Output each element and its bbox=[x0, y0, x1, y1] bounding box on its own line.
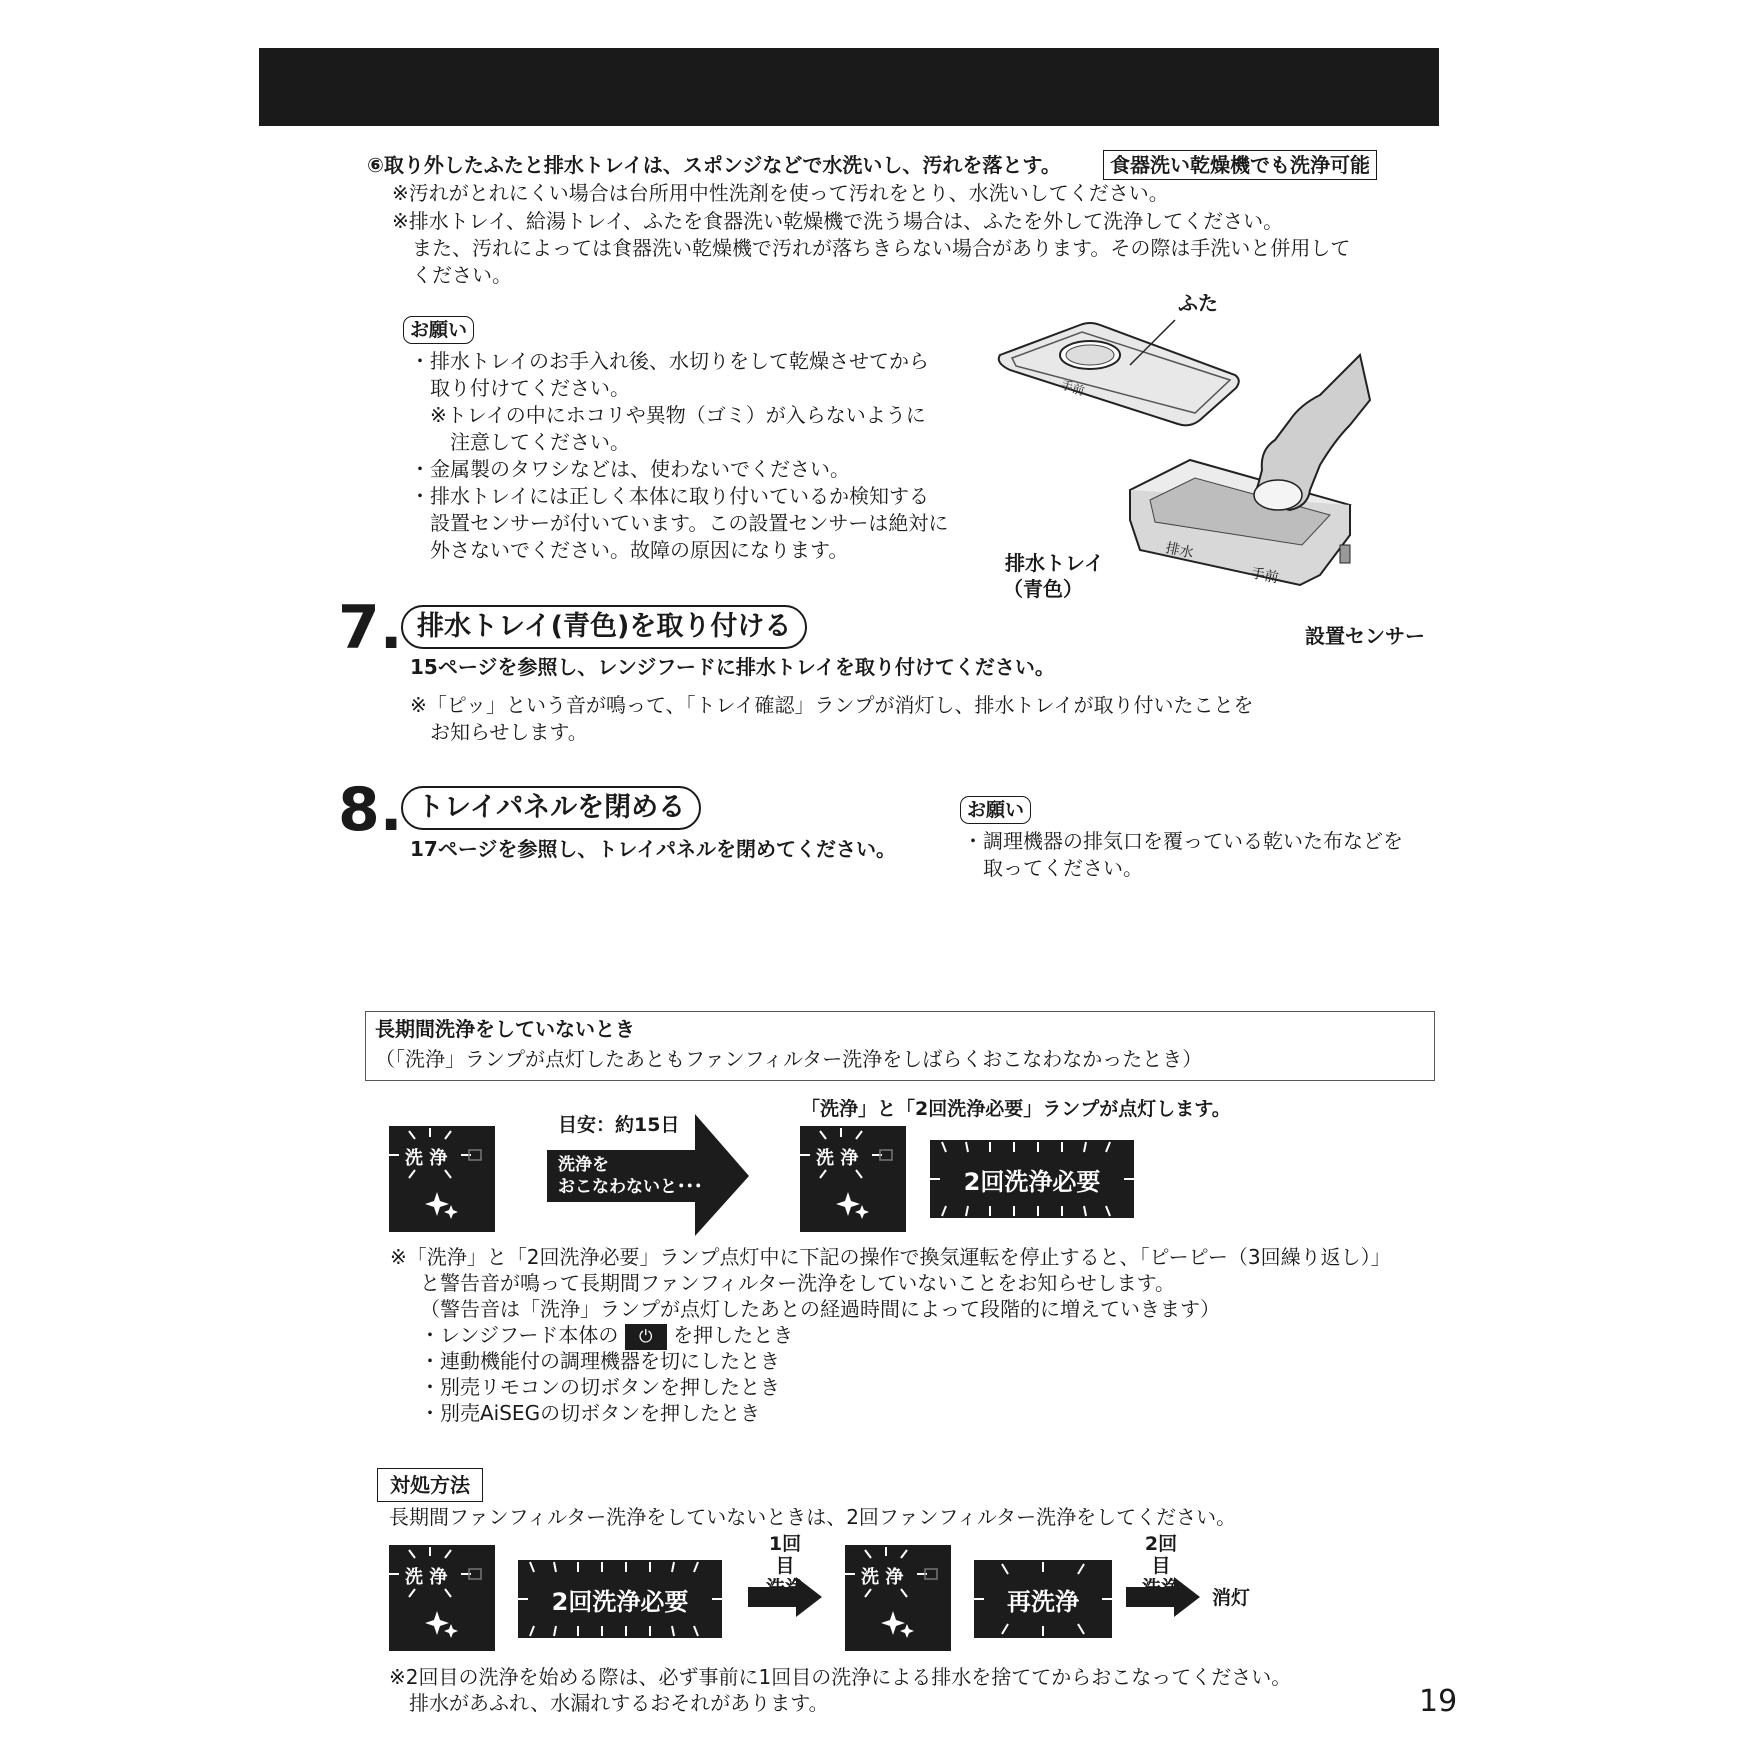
guide-label: 目安：約15日 bbox=[558, 1114, 680, 1136]
sensor-drawing bbox=[1340, 545, 1350, 563]
remedy-note1: ※2回目の洗浄を始める際は、必ず事前に1回目の洗浄による排水を捨ててからおこなってください。 bbox=[389, 1665, 1292, 1689]
op1-pre: ・レンジフード本体の bbox=[420, 1323, 619, 1347]
request-line: 注意してください。 bbox=[410, 430, 630, 454]
lamp-note: 「洗浄」と「2回洗浄必要」ランプが点灯します。 bbox=[801, 1098, 1231, 1120]
panel-label: 洗 浄 bbox=[816, 1148, 859, 1169]
op1-post: を押したとき bbox=[673, 1323, 794, 1347]
panel-label: 洗 浄 bbox=[861, 1567, 904, 1588]
lid-mark: 手前 bbox=[1059, 377, 1087, 399]
tray-mark-drain: 排水 bbox=[1164, 540, 1195, 562]
remedy-wash-panel-2 bbox=[845, 1545, 951, 1651]
rewash-label: 再洗浄 bbox=[1007, 1587, 1079, 1616]
step8-request-line1: ・調理機器の排気口を覆っている乾いた布などを bbox=[963, 829, 1403, 853]
panel-label: 洗 浄 bbox=[405, 1567, 448, 1588]
longterm-subtitle: （「洗浄」ランプが点灯したあともファンフィルター洗浄をしばらくおこなわなかったとき） bbox=[375, 1047, 1203, 1071]
arrow-icon bbox=[1126, 1577, 1201, 1617]
drain-tray-drawing bbox=[1130, 460, 1350, 587]
remedy-double-wash-lamp bbox=[518, 1560, 722, 1638]
operation-line bbox=[420, 1322, 793, 1350]
request-line: ・排水トレイのお手入れ後、水切りをして乾燥させてから bbox=[410, 349, 929, 373]
step8-number: 8. bbox=[338, 775, 403, 845]
step6-note3a: また、汚れによっては食器洗い乾燥機で汚れが落ちきらない場合があります。その際は手洗いと併用して bbox=[412, 236, 1351, 260]
page-number: 19 bbox=[1419, 1684, 1458, 1719]
double-wash-lamp bbox=[930, 1140, 1134, 1218]
operation-line: ・別売AiSEGの切ボタンを押したとき bbox=[420, 1401, 761, 1425]
wash-panel-lit bbox=[800, 1126, 906, 1232]
lid-label: ふた bbox=[1178, 291, 1218, 315]
operation-line: ・別売リモコンの切ボタンを押したとき bbox=[420, 1375, 780, 1399]
wash-panel bbox=[389, 1126, 495, 1232]
step7-number: 7. bbox=[338, 593, 403, 663]
request-label: お願い bbox=[403, 316, 474, 344]
panel-label: 洗 浄 bbox=[405, 1148, 448, 1169]
step7-note2: お知らせします。 bbox=[430, 720, 588, 744]
request-line: 取り付けてください。 bbox=[410, 376, 630, 400]
lid-drawing bbox=[999, 320, 1239, 425]
step7-note1: ※「ピッ」という音が鳴って、「トレイ確認」ランプが消灯し、排水トレイが取り付いたことを bbox=[410, 693, 1254, 717]
glove-drawing bbox=[1254, 355, 1370, 510]
step6-note3b: ください。 bbox=[412, 263, 512, 287]
arrow-text-line1: 洗浄を bbox=[558, 1155, 609, 1175]
step6-note2: ※排水トレイ、給湯トレイ、ふたを食器洗い乾燥機で洗う場合は、ふたを外して洗浄してください。 bbox=[392, 209, 1284, 233]
tray-label: 排水トレイ bbox=[1005, 551, 1104, 575]
sensor-label: 設置センサー bbox=[1305, 624, 1425, 648]
step6-main: ⑥取り外したふたと排水トレイは、スポンジなどで水洗いし、汚れを落とす。 bbox=[367, 153, 1061, 177]
step8-request-label: お願い bbox=[960, 796, 1031, 824]
longterm-note: （警告音は「洗浄」ランプが点灯したあとの経過時間によって段階的に増えていきます） bbox=[420, 1297, 1220, 1321]
remedy-desc: 長期間ファンフィルター洗浄をしていないときは、2回ファンフィルター洗浄をしてください。 bbox=[389, 1505, 1237, 1529]
arrow-icon bbox=[748, 1577, 823, 1617]
tray-color-label: （青色） bbox=[1003, 577, 1083, 601]
lamp-off-label: 消灯 bbox=[1212, 1587, 1251, 1609]
longterm-title: 長期間洗浄をしていないとき bbox=[375, 1017, 635, 1041]
step8-request-line2: 取ってください。 bbox=[983, 856, 1143, 880]
request-line: ・排水トレイには正しく本体に取り付いているか検知する bbox=[410, 484, 929, 508]
remedy-wash-panel bbox=[389, 1545, 495, 1651]
operation-line: ・連動機能付の調理機器を切にしたとき bbox=[420, 1349, 780, 1373]
step6-note1: ※汚れがとれにくい場合は台所用中性洗剤を使って汚れをとり、水洗いしてください。 bbox=[392, 181, 1169, 205]
remedy-label: 対処方法 bbox=[377, 1468, 483, 1502]
longterm-note: と警告音が鳴って長期間ファンフィルター洗浄をしていないことをお知らせします。 bbox=[420, 1271, 1175, 1295]
request-line: 設置センサーが付いています。この設置センサーは絶対に bbox=[410, 511, 949, 535]
arrow-text bbox=[558, 1154, 703, 1198]
double-wash-label: 2回洗浄必要 bbox=[963, 1167, 1101, 1196]
dishwasher-badge: 食器洗い乾燥機でも洗浄可能 bbox=[1103, 150, 1377, 180]
request-line: ・金属製のタワシなどは、使わないでください。 bbox=[410, 457, 850, 481]
arrow-text-line2: おこなわないと･･･ bbox=[558, 1177, 703, 1197]
request-line: 外さないでください。故障の原因になります。 bbox=[410, 538, 849, 562]
remedy-double-wash-label: 2回洗浄必要 bbox=[551, 1587, 689, 1616]
first-wash-line1: 1回目 bbox=[768, 1533, 802, 1577]
step7-desc: 15ページを参照し、レンジフードに排水トレイを取り付けてください。 bbox=[410, 655, 1055, 679]
remedy-note2: 排水があふれ、水漏れするおそれがあります。 bbox=[409, 1691, 829, 1715]
step7-title: 排水トレイ(青色)を取り付ける bbox=[401, 605, 807, 649]
longterm-note: ※「洗浄」と「2回洗浄必要」ランプ点灯中に下記の操作で換気運転を停止すると、「ピーピー（3回繰り返し）」 bbox=[390, 1245, 1391, 1269]
second-wash-line1: 2回目 bbox=[1144, 1533, 1178, 1577]
request-line: ※トレイの中にホコリや異物（ゴミ）が入らないように bbox=[410, 403, 926, 427]
tray-mark-front: 手前 bbox=[1249, 565, 1280, 587]
step8-desc: 17ページを参照し、トレイパネルを閉めてください。 bbox=[410, 837, 897, 861]
step8-title: トレイパネルを閉める bbox=[401, 786, 701, 830]
power-key-icon: ⏻ bbox=[625, 1324, 667, 1350]
header-bar bbox=[259, 48, 1439, 126]
rewash-lamp bbox=[974, 1560, 1112, 1638]
